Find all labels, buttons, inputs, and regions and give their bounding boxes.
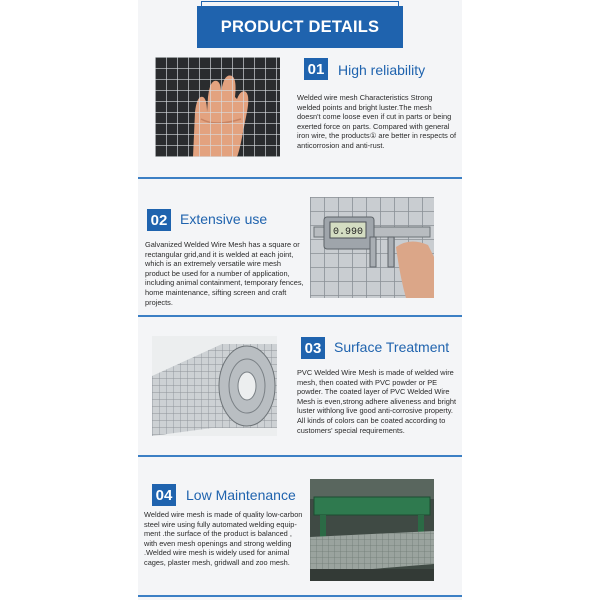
section-04-title: Low Maintenance (186, 487, 296, 503)
section-02-body: Galvanized Welded Wire Mesh has a square or rectangular grid,and it is welded at each joint, which is an extremely versatile wire mesh product be used for a number of application, including animal containment, temporary fences, home maintenance, sifting screen and craft projects. (145, 240, 304, 307)
section-02-number-badge (147, 209, 171, 231)
section-03-number: 03 (304, 339, 322, 357)
section-02-title: Extensive use (180, 211, 268, 227)
section-03-number-badge (301, 337, 325, 359)
hand-behind-mesh-icon (155, 57, 280, 157)
page-title-text: PRODUCT DETAILS (220, 17, 380, 36)
section-03-body: PVC Welded Wire Mesh is made of welded wire mesh, then coated with PVC powder or PE powder. The coated layer of PVC Welded Wire Mesh is even,strong adhere aliveness and bright luster withlong live good anti-corrosive property. All kinds of colors can be coated according to customers' special requirements. (297, 368, 456, 435)
section-01-body: Welded wire mesh Characteristics Strong welded points and bright luster.The mesh doesn't come loose even if cut in parts or being exerted force on parts. Compared with general iron wire, the products① are better in respects of anticorrosion and anti-rust. (297, 93, 457, 150)
caliper-readout: 0.990 (332, 227, 364, 238)
welding-machine-image (310, 479, 434, 581)
welding-machine-icon (310, 479, 434, 581)
section-divider-2 (138, 315, 462, 317)
mesh-roll-image (152, 336, 277, 436)
section-02-number: 02 (150, 211, 168, 229)
section-01-number-badge (304, 58, 328, 80)
section-04-number: 04 (155, 486, 173, 504)
section-04-number-badge (152, 484, 176, 506)
section-03-title: Surface Treatment (334, 339, 450, 355)
section-04-body: Welded wire mesh is made of quality low-carbon steel wire using fully automated welding equip-ment .the surface of the product is balanced , with even mesh openings and strong welding .Welded wire mesh is widely used for animal cages, plaster mesh, gridwall and zoo mesh. (144, 510, 303, 567)
caliper-measuring-icon (310, 197, 434, 298)
section-divider-4 (138, 595, 462, 597)
section-divider-3 (138, 455, 462, 457)
page-title (197, 6, 403, 48)
hand-mesh-image (155, 57, 280, 157)
section-01-number: 01 (307, 60, 325, 78)
caliper-image (310, 197, 434, 298)
section-01-title: High reliability (338, 62, 426, 78)
mesh-roll-icon (152, 336, 277, 436)
section-divider-1 (138, 177, 462, 179)
